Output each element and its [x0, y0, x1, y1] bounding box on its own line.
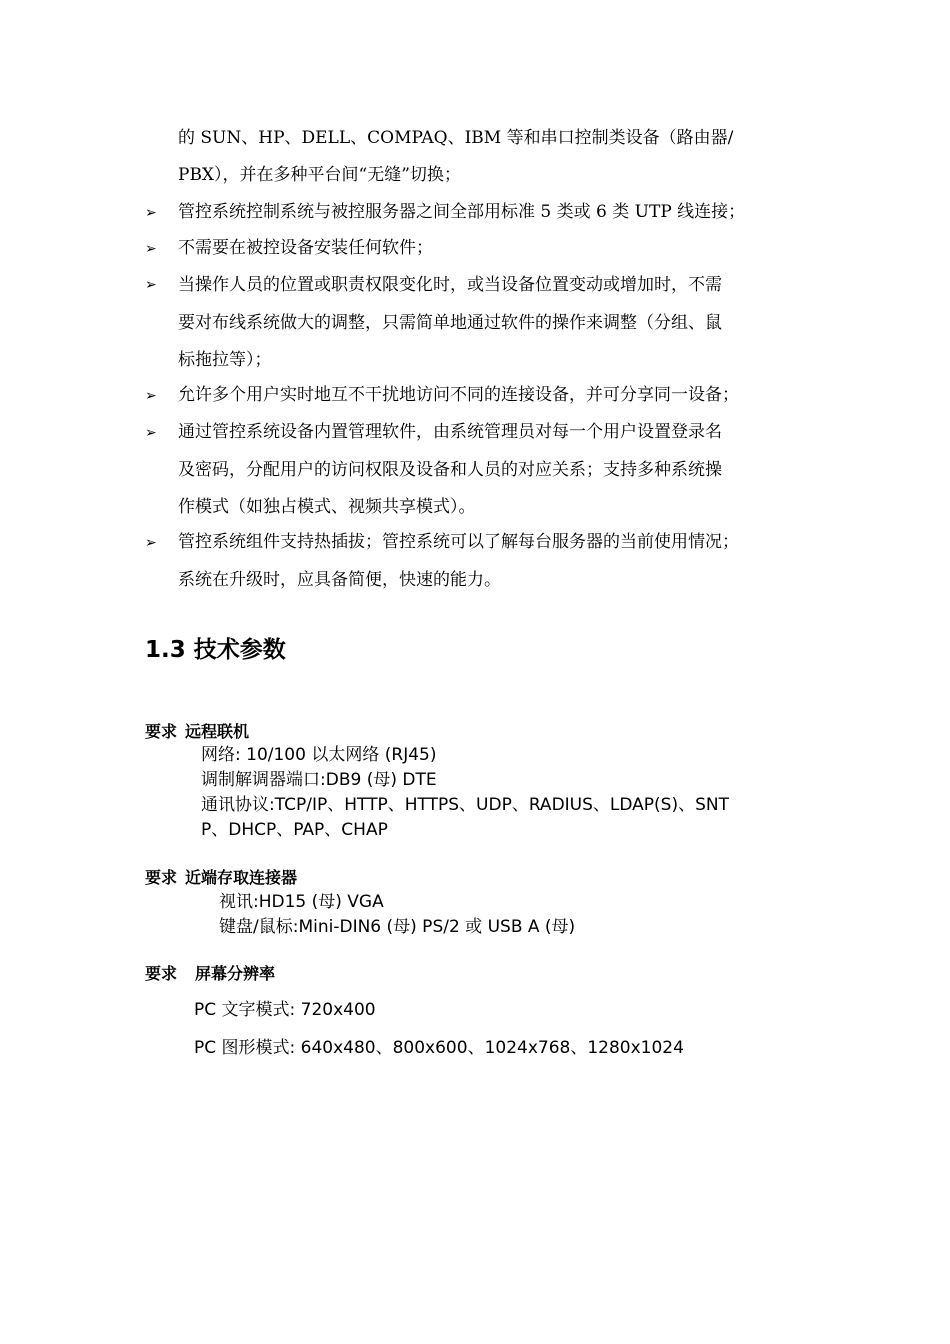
bullet-arrow-icon: ➢ — [145, 277, 157, 293]
list-item-line: 的 SUN、HP、DELL、COMPAQ、IBM 等和串口控制类设备（路由器/ — [178, 128, 734, 148]
spec-line: 视讯:HD15 (母) VGA — [219, 892, 384, 912]
requirement-tag: 要求 — [145, 964, 178, 983]
list-item-line: 不需要在被控设备安装任何软件； — [178, 238, 433, 258]
spec-line: PC 文字模式: 720x400 — [194, 1000, 376, 1020]
requirement-label — [145, 722, 249, 742]
requirement-tag: 要求 — [145, 722, 178, 741]
spec-line: PC 图形模式: 640x480、800x600、1024x768、1280x1024 — [194, 1038, 684, 1058]
bullet-arrow-icon: ➢ — [145, 535, 157, 551]
spec-line: 调制解调器端口:DB9 (母) DTE — [201, 770, 437, 790]
bullet-arrow-icon: ➢ — [145, 205, 157, 221]
requirement-name: 近端存取连接器 — [185, 868, 298, 887]
requirement-name: 屏幕分辨率 — [195, 964, 276, 983]
requirement-name: 远程联机 — [185, 722, 250, 741]
section-heading — [145, 636, 286, 664]
list-item-line: PBX），并在多种平台间“无缝”切换； — [178, 165, 461, 185]
spec-line: P、DHCP、PAP、CHAP — [201, 820, 388, 840]
list-item-line: 作模式（如独占模式、视频共享模式）。 — [178, 497, 476, 517]
requirement-tag: 要求 — [145, 868, 178, 887]
list-item-line: 要对布线系统做大的调整，只需简单地通过软件的操作来调整（分组、鼠 — [178, 313, 722, 333]
requirement-label — [145, 868, 297, 888]
list-item-line: 标拖拉等）； — [178, 350, 272, 370]
section-number: 1.3 — [145, 637, 186, 663]
bullet-arrow-icon: ➢ — [145, 425, 157, 441]
list-item-line: 及密码，分配用户的访问权限及设备和人员的对应关系；支持多种系统操 — [178, 460, 722, 480]
spec-line: 通讯协议:TCP/IP、HTTP、HTTPS、UDP、RADIUS、LDAP(S)、SNT — [201, 795, 729, 815]
bullet-arrow-icon: ➢ — [145, 241, 157, 257]
requirement-label — [145, 964, 275, 984]
list-item-line: 通过管控系统设备内置管理软件，由系统管理员对每一个用户设置登录名 — [178, 422, 722, 442]
list-item-line: 管控系统控制系统与被控服务器之间全部用标准 5 类或 6 类 UTP 线连接； — [178, 202, 746, 222]
list-item-line: 允许多个用户实时地互不干扰地访问不同的连接设备，并可分享同一设备； — [178, 385, 739, 405]
spec-line: 键盘/鼠标:Mini-DIN6 (母) PS/2 或 USB A (母) — [219, 917, 576, 937]
list-item-line: 当操作人员的位置或职责权限变化时，或当设备位置变动或增加时，不需 — [178, 275, 722, 295]
list-item-line: 系统在升级时，应具备简便，快速的能力。 — [178, 570, 501, 590]
section-title: 技术参数 — [193, 637, 286, 663]
bullet-arrow-icon: ➢ — [145, 388, 157, 404]
spec-line: 网络: 10/100 以太网络 (RJ45) — [201, 745, 437, 765]
list-item-line: 管控系统组件支持热插拔；管控系统可以了解每台服务器的当前使用情况； — [178, 532, 739, 552]
